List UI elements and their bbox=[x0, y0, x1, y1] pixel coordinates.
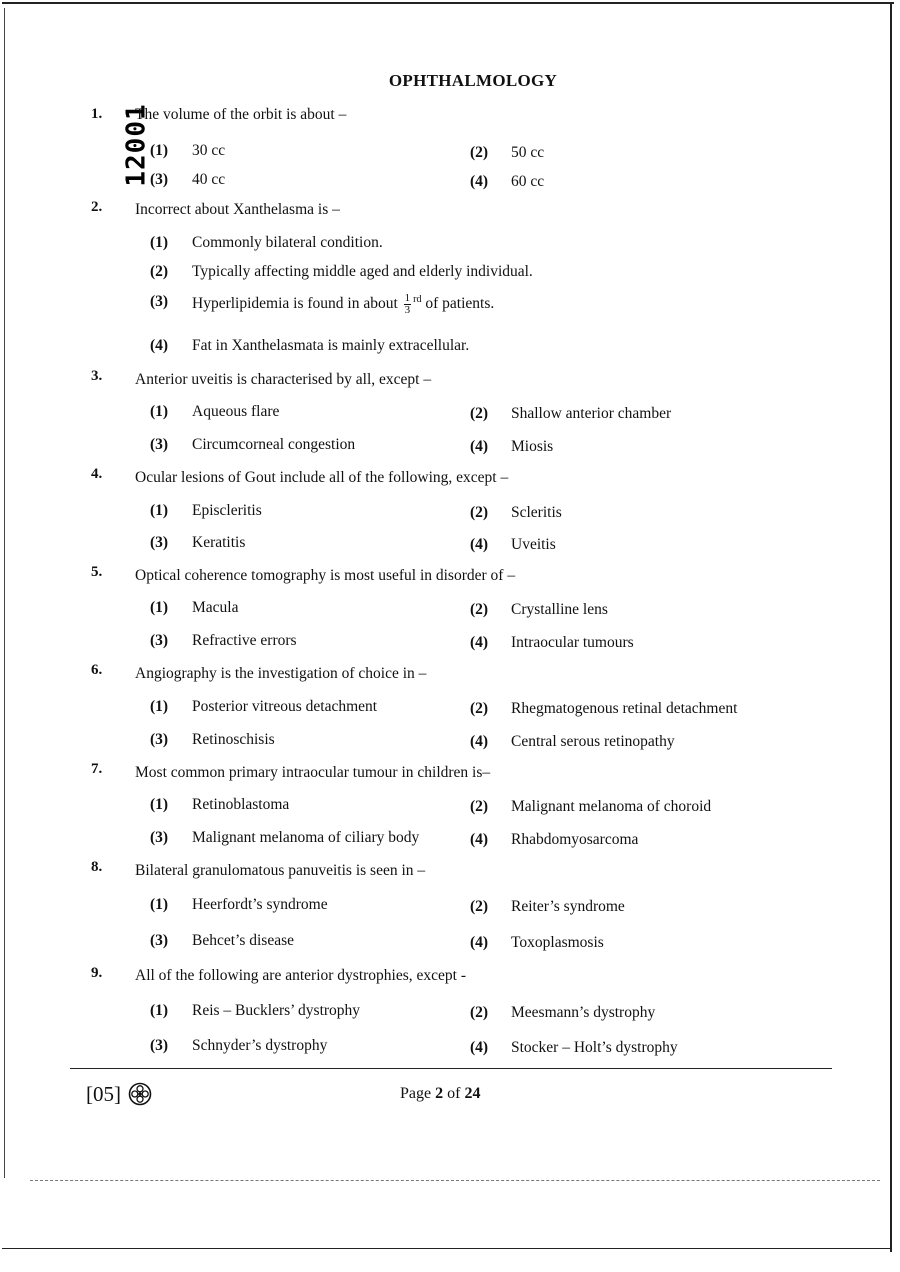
q1-option-4-text: 60 cc bbox=[511, 173, 545, 190]
q3-option-3-number: (3) bbox=[150, 436, 169, 453]
q8-option-2-text: Reiter’s syndrome bbox=[511, 898, 625, 915]
q6-option-4-text: Central serous retinopathy bbox=[511, 733, 675, 750]
question-6-text: Angiography is the investigation of choice in – bbox=[135, 665, 427, 682]
q4-option-3-text: Keratitis bbox=[192, 534, 246, 551]
page-prefix: Page bbox=[400, 1085, 432, 1102]
question-4-number: 4. bbox=[91, 466, 103, 482]
q2-option-1-text: Commonly bilateral condition. bbox=[192, 234, 383, 251]
page-border-right bbox=[890, 2, 892, 1252]
q1-option-3-number: (3) bbox=[150, 171, 169, 188]
q3-option-2-text: Shallow anterior chamber bbox=[511, 405, 672, 422]
fraction bbox=[404, 293, 412, 316]
question-1-text: The volume of the orbit is about – bbox=[135, 106, 347, 123]
ordinal-suffix: rd bbox=[413, 293, 422, 305]
q2-option-4-text: Fat in Xanthelasmata is mainly extracellular. bbox=[192, 337, 470, 354]
q7-option-3-text: Malignant melanoma of ciliary body bbox=[192, 829, 420, 846]
question-6-number: 6. bbox=[91, 662, 103, 678]
q2-option-4-number: (4) bbox=[150, 337, 169, 354]
question-9-number: 9. bbox=[91, 965, 103, 981]
q5-option-4-text: Intraocular tumours bbox=[511, 634, 634, 651]
q3-option-4-number: (4) bbox=[470, 438, 489, 455]
q1-option-1-number: (1) bbox=[150, 142, 169, 159]
q7-option-2-number: (2) bbox=[470, 798, 489, 815]
fraction-numerator: 1 bbox=[404, 292, 411, 304]
page-of: of bbox=[447, 1085, 461, 1102]
page-border-bottom bbox=[2, 1248, 892, 1249]
q4-option-4-text: Uveitis bbox=[511, 536, 556, 553]
q1-option-2-text: 50 cc bbox=[511, 144, 545, 161]
q8-option-2-number: (2) bbox=[470, 898, 489, 915]
question-4-text: Ocular lesions of Gout include all of the following, except – bbox=[135, 469, 509, 486]
q1-option-1-text: 30 cc bbox=[192, 142, 226, 159]
q8-option-4-text: Toxoplasmosis bbox=[511, 934, 604, 951]
q8-option-3-text: Behcet’s disease bbox=[192, 932, 295, 949]
question-9-text: All of the following are anterior dystrophies, except - bbox=[135, 967, 466, 984]
q4-option-3-number: (3) bbox=[150, 534, 169, 551]
q5-option-2-text: Crystalline lens bbox=[511, 601, 608, 618]
question-2-text: Incorrect about Xanthelasma is – bbox=[135, 201, 340, 218]
q6-option-2-text: Rhegmatogenous retinal detachment bbox=[511, 700, 738, 717]
q6-option-2-number: (2) bbox=[470, 700, 489, 717]
page-number bbox=[400, 1085, 480, 1103]
q3-option-2-number: (2) bbox=[470, 405, 489, 422]
fraction-denominator: 3 bbox=[404, 304, 411, 316]
question-3-text: Anterior uveitis is characterised by all, except – bbox=[135, 371, 432, 388]
q7-option-4-text: Rhabdomyosarcoma bbox=[511, 831, 639, 848]
cut-line bbox=[30, 1180, 880, 1181]
q7-option-2-text: Malignant melanoma of choroid bbox=[511, 798, 712, 815]
q9-option-4-text: Stocker – Holt’s dystrophy bbox=[511, 1039, 678, 1056]
q8-option-3-number: (3) bbox=[150, 932, 169, 949]
q4-option-2-number: (2) bbox=[470, 504, 489, 521]
question-7-text: Most common primary intraocular tumour in children is– bbox=[135, 764, 491, 781]
q6-option-4-number: (4) bbox=[470, 733, 489, 750]
question-5-number: 5. bbox=[91, 564, 103, 580]
q7-option-4-number: (4) bbox=[470, 831, 489, 848]
q9-option-4-number: (4) bbox=[470, 1039, 489, 1056]
q2-option-3-tail: of patients. bbox=[425, 295, 495, 313]
question-1-number: 1. bbox=[91, 106, 103, 122]
q5-option-4-number: (4) bbox=[470, 634, 489, 651]
question-8-text: Bilateral granulomatous panuveitis is seen in – bbox=[135, 862, 426, 879]
q2-option-1-number: (1) bbox=[150, 234, 169, 251]
page-title: OPHTHALMOLOGY bbox=[388, 71, 558, 90]
q4-option-4-number: (4) bbox=[470, 536, 489, 553]
flower-icon bbox=[128, 1082, 152, 1106]
q3-option-1-text: Aqueous flare bbox=[192, 403, 280, 420]
page-total: 24 bbox=[464, 1085, 481, 1102]
q5-option-1-number: (1) bbox=[150, 599, 169, 616]
q5-option-3-number: (3) bbox=[150, 632, 169, 649]
q6-option-1-text: Posterior vitreous detachment bbox=[192, 698, 378, 715]
q6-option-1-number: (1) bbox=[150, 698, 169, 715]
q9-option-3-text: Schnyder’s dystrophy bbox=[192, 1037, 328, 1054]
question-5-text: Optical coherence tomography is most useful in disorder of – bbox=[135, 567, 516, 584]
q5-option-3-text: Refractive errors bbox=[192, 632, 297, 649]
q9-option-1-text: Reis – Bucklers’ dystrophy bbox=[192, 1002, 361, 1019]
q5-option-2-number: (2) bbox=[470, 601, 489, 618]
serial-stamp-text: 12001 bbox=[122, 103, 152, 187]
page-border-top bbox=[2, 2, 894, 4]
q2-option-3-lead: Hyperlipidemia is found in about bbox=[192, 295, 398, 313]
q4-option-1-number: (1) bbox=[150, 502, 169, 519]
q5-option-1-text: Macula bbox=[192, 599, 239, 616]
q7-option-1-text: Retinoblastoma bbox=[192, 796, 290, 813]
q8-option-1-number: (1) bbox=[150, 896, 169, 913]
q8-option-1-text: Heerfordt’s syndrome bbox=[192, 896, 328, 913]
q7-option-3-number: (3) bbox=[150, 829, 169, 846]
q6-option-3-text: Retinoschisis bbox=[192, 731, 275, 748]
q2-option-2-number: (2) bbox=[150, 263, 169, 280]
question-8-number: 8. bbox=[91, 859, 103, 875]
q8-option-4-number: (4) bbox=[470, 934, 489, 951]
q1-option-4-number: (4) bbox=[470, 173, 489, 190]
q4-option-1-text: Episcleritis bbox=[192, 502, 262, 519]
question-2-number: 2. bbox=[91, 199, 103, 215]
q3-option-4-text: Miosis bbox=[511, 438, 554, 455]
footer-rule bbox=[70, 1068, 832, 1069]
booklet-code: [05] bbox=[86, 1082, 121, 1106]
question-7-number: 7. bbox=[91, 761, 103, 777]
q3-option-1-number: (1) bbox=[150, 403, 169, 420]
question-3-number: 3. bbox=[91, 368, 103, 384]
q7-option-1-number: (1) bbox=[150, 796, 169, 813]
page-current: 2 bbox=[435, 1085, 444, 1102]
q2-option-3-number: (3) bbox=[150, 293, 169, 310]
q4-option-2-text: Scleritis bbox=[511, 504, 562, 521]
q9-option-2-number: (2) bbox=[470, 1004, 489, 1021]
q1-option-2-number: (2) bbox=[470, 144, 489, 161]
q2-option-3-text bbox=[192, 293, 494, 316]
q9-option-2-text: Meesmann’s dystrophy bbox=[511, 1004, 656, 1021]
page-border-left bbox=[4, 8, 5, 1178]
q1-option-3-text: 40 cc bbox=[192, 171, 226, 188]
q2-option-2-text: Typically affecting middle aged and elderly individual. bbox=[192, 263, 533, 280]
q9-option-1-number: (1) bbox=[150, 1002, 169, 1019]
q9-option-3-number: (3) bbox=[150, 1037, 169, 1054]
q3-option-3-text: Circumcorneal congestion bbox=[192, 436, 356, 453]
q6-option-3-number: (3) bbox=[150, 731, 169, 748]
